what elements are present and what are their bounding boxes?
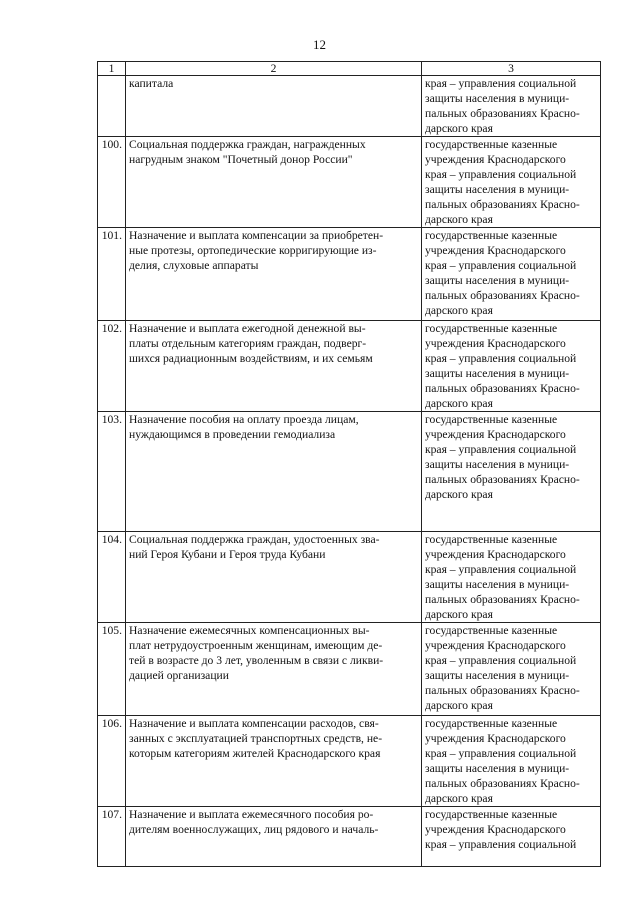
service-name-cell — [126, 228, 422, 321]
organization-line: государственные казенные — [425, 229, 558, 242]
responsible-organization-cell — [422, 228, 601, 321]
organization-line: защиты населения в муници- — [425, 458, 570, 471]
table-row — [98, 807, 601, 867]
row-number — [98, 76, 126, 137]
service-name-cell — [126, 321, 422, 412]
row-number: 103. — [98, 412, 126, 532]
organization-line: края – управления социальной — [425, 838, 577, 851]
responsible-organization-cell — [422, 76, 601, 137]
responsible-organization-cell — [422, 623, 601, 716]
service-name-line: которым категориям жителей Краснодарского края — [129, 747, 381, 760]
organization-line: пальных образованиях Красно- — [425, 473, 580, 486]
row-number: 106. — [98, 716, 126, 807]
organization-line: учреждения Краснодарского — [425, 244, 566, 257]
organization-line: учреждения Краснодарского — [425, 337, 566, 350]
organization-line: дарского края — [425, 699, 493, 712]
organization-line: края – управления социальной — [425, 259, 577, 272]
responsible-organization-cell — [422, 716, 601, 807]
row-number: 102. — [98, 321, 126, 412]
table-header-row — [98, 62, 601, 76]
organization-line: края – управления социальной — [425, 563, 577, 576]
service-name-line: нуждающимся в проведении гемодиализа — [129, 428, 336, 441]
service-name-line: Социальная поддержка граждан, награжденных — [129, 138, 366, 151]
organization-line: края – управления социальной — [425, 168, 577, 181]
service-name-line: Назначение и выплата компенсации за приобретен- — [129, 229, 384, 242]
organization-line: дарского края — [425, 397, 493, 410]
organization-line: государственные казенные — [425, 533, 558, 546]
responsible-organization-cell — [422, 137, 601, 228]
row-number: 105. — [98, 623, 126, 716]
organization-line: государственные казенные — [425, 717, 558, 730]
service-name-cell — [126, 532, 422, 623]
service-name-line: шихся радиационным воздействиям, и их семьям — [129, 352, 373, 365]
organization-line: государственные казенные — [425, 624, 558, 637]
organization-line: защиты населения в муници- — [425, 762, 570, 775]
organization-line: защиты населения в муници- — [425, 183, 570, 196]
organization-line: защиты населения в муници- — [425, 578, 570, 591]
service-name-line: платы отдельным категориям граждан, подверг- — [129, 337, 367, 350]
column-header-3: 3 — [422, 62, 601, 76]
organization-line: дарского края — [425, 488, 493, 501]
responsible-organization-cell — [422, 532, 601, 623]
service-name-line: Назначение пособия на оплату проезда лицам, — [129, 413, 359, 426]
organization-line: края – управления социальной — [425, 77, 577, 90]
organization-line: защиты населения в муници- — [425, 274, 570, 287]
organization-line: учреждения Краснодарского — [425, 732, 566, 745]
organization-line: пальных образованиях Красно- — [425, 777, 580, 790]
organization-line: пальных образованиях Красно- — [425, 198, 580, 211]
service-name-line: делия, слуховые аппараты — [129, 259, 259, 272]
service-name-line: ний Героя Кубани и Героя труда Кубани — [129, 548, 326, 561]
organization-line: учреждения Краснодарского — [425, 153, 566, 166]
organization-line: пальных образованиях Красно- — [425, 593, 580, 606]
service-name-line: Назначение ежемесячных компенсационных вы- — [129, 624, 370, 637]
organization-line: государственные казенные — [425, 322, 558, 335]
page-number: 12 — [313, 37, 326, 52]
column-header-1: 1 — [98, 62, 126, 76]
organization-line: дарского края — [425, 608, 493, 621]
table-row — [98, 137, 601, 228]
service-name-line: дацией организации — [129, 669, 229, 682]
row-number: 100. — [98, 137, 126, 228]
responsible-organization-cell — [422, 412, 601, 532]
organization-line: пальных образованиях Красно- — [425, 289, 580, 302]
row-number: 107. — [98, 807, 126, 867]
organization-line: края – управления социальной — [425, 654, 577, 667]
service-name-line: капитала — [129, 77, 174, 90]
organization-line: учреждения Краснодарского — [425, 823, 566, 836]
row-number: 104. — [98, 532, 126, 623]
service-name-cell — [126, 716, 422, 807]
organization-line: края – управления социальной — [425, 443, 577, 456]
service-name-line: Назначение и выплата ежемесячного пособия ро- — [129, 808, 374, 821]
table-row — [98, 623, 601, 716]
responsible-organization-cell — [422, 807, 601, 867]
service-name-line: Социальная поддержка граждан, удостоенных зва- — [129, 533, 380, 546]
table-row — [98, 321, 601, 412]
table-row — [98, 716, 601, 807]
row-number: 101. — [98, 228, 126, 321]
service-name-cell — [126, 137, 422, 228]
organization-line: дарского края — [425, 304, 493, 317]
organization-line: защиты населения в муници- — [425, 367, 570, 380]
service-name-line: Назначение и выплата компенсации расходов, свя- — [129, 717, 379, 730]
service-name-line: Назначение и выплата ежегодной денежной вы- — [129, 322, 366, 335]
service-name-line: тей в возрасте до 3 лет, уволенным в связи с ликви- — [129, 654, 384, 667]
organization-line: учреждения Краснодарского — [425, 639, 566, 652]
organization-line: защиты населения в муници- — [425, 92, 570, 105]
organization-line: дарского края — [425, 122, 493, 135]
service-name-line: ные протезы, ортопедические корригирующие из- — [129, 244, 377, 257]
service-name-line: дителям военнослужащих, лиц рядового и началь- — [129, 823, 379, 836]
organization-line: края – управления социальной — [425, 352, 577, 365]
organization-line: защиты населения в муници- — [425, 669, 570, 682]
services-table — [97, 61, 601, 867]
organization-line: государственные казенные — [425, 413, 558, 426]
organization-line: учреждения Краснодарского — [425, 428, 566, 441]
responsible-organization-cell — [422, 321, 601, 412]
organization-line: пальных образованиях Красно- — [425, 684, 580, 697]
table-row — [98, 412, 601, 532]
table-row — [98, 76, 601, 137]
table-row — [98, 228, 601, 321]
organization-line: края – управления социальной — [425, 747, 577, 760]
service-name-cell — [126, 807, 422, 867]
service-name-cell — [126, 623, 422, 716]
table-row — [98, 532, 601, 623]
organization-line: государственные казенные — [425, 138, 558, 151]
service-name-cell — [126, 76, 422, 137]
organization-line: пальных образованиях Красно- — [425, 382, 580, 395]
service-name-line: плат нетрудоустроенным женщинам, имеющим де- — [129, 639, 383, 652]
service-name-line: нагрудным знаком "Почетный донор России" — [129, 153, 353, 166]
organization-line: государственные казенные — [425, 808, 558, 821]
organization-line: дарского края — [425, 792, 493, 805]
service-name-line: занных с эксплуатацией транспортных средств, не- — [129, 732, 383, 745]
organization-line: учреждения Краснодарского — [425, 548, 566, 561]
organization-line: пальных образованиях Красно- — [425, 107, 580, 120]
service-name-cell — [126, 412, 422, 532]
column-header-2: 2 — [126, 62, 422, 76]
organization-line: дарского края — [425, 213, 493, 226]
